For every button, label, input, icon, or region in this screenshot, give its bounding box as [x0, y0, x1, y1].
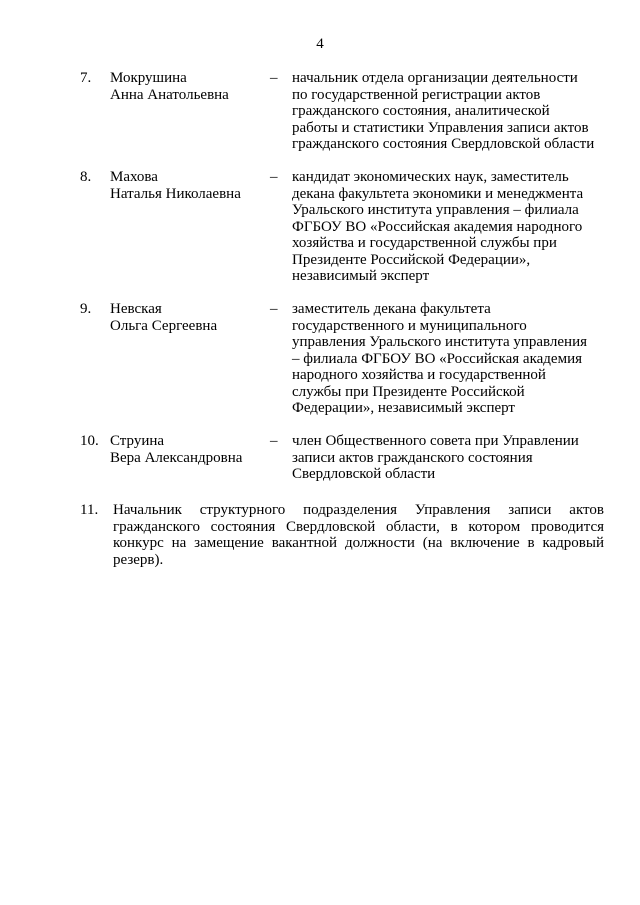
- description-line: народного хозяйства и государственной: [292, 367, 546, 383]
- entry-number: 11.: [80, 502, 99, 518]
- member-entry: [0, 433, 640, 484]
- member-surname: Струина: [110, 433, 165, 449]
- entry-number: 9.: [80, 301, 92, 317]
- entry-number: 10.: [80, 433, 99, 449]
- member-name: [110, 169, 265, 202]
- entry-dash: –: [270, 70, 278, 86]
- description-line: управления Уральского института управления: [292, 334, 588, 350]
- member-surname: Махова: [110, 169, 158, 185]
- entry-dash: –: [270, 169, 278, 185]
- final-item-line: конкурс на замещение вакантной должности (на включение в кадровый: [113, 535, 604, 551]
- description-line: – филиала ФГБОУ ВО «Российская академия: [292, 350, 582, 367]
- member-description: [292, 433, 612, 483]
- member-surname: Невская: [110, 301, 162, 317]
- description-line: Уральского института управления – филиала: [292, 202, 579, 218]
- description-line: хозяйства и государственной службы при: [292, 235, 557, 251]
- member-name: [110, 70, 265, 103]
- member-description: [292, 169, 612, 285]
- description-line: службы при Президенте Российской: [292, 383, 525, 400]
- description-line: государственного и муниципального: [292, 317, 527, 334]
- member-given-names: Вера Александровна: [110, 449, 243, 466]
- member-name: [110, 301, 265, 334]
- entry-dash: –: [270, 301, 278, 317]
- description-line: записи актов гражданского состояния: [292, 449, 533, 466]
- description-line: декана факультета экономики и менеджмента: [292, 185, 584, 202]
- entry-number: 8.: [80, 169, 92, 185]
- description-line: начальник отдела организации деятельности: [292, 70, 578, 86]
- member-given-names: Наталья Николаевна: [110, 185, 241, 202]
- description-line: гражданского состояния Свердловской области: [292, 136, 595, 152]
- description-line: Президенте Российской Федерации»,: [292, 251, 531, 268]
- member-description: [292, 301, 612, 417]
- final-item-line: Начальник структурного подразделения Управления записи актов: [113, 502, 604, 518]
- description-line: ФГБОУ ВО «Российская академия народного: [292, 218, 583, 235]
- description-line: гражданского состояния, аналитической: [292, 103, 550, 119]
- description-line: Свердловской области: [292, 466, 436, 482]
- member-given-names: Анна Анатольевна: [110, 86, 229, 103]
- description-line: заместитель декана факультета: [292, 301, 491, 317]
- description-line: по государственной регистрации актов: [292, 86, 541, 103]
- page-number: 4: [316, 36, 324, 52]
- member-entry: [0, 70, 640, 154]
- final-item-line: резерв).: [113, 551, 164, 568]
- member-description: [292, 70, 612, 153]
- description-line: Федерации», независимый эксперт: [292, 400, 515, 416]
- final-item-text: [113, 502, 604, 568]
- entry-dash: –: [270, 433, 278, 449]
- final-item-line: гражданского состояния Свердловской области, в котором проводится: [113, 518, 604, 535]
- member-name: [110, 433, 265, 466]
- description-line: член Общественного совета при Управлении: [292, 433, 579, 449]
- member-entry: [0, 169, 640, 286]
- entry-number: 7.: [80, 70, 92, 86]
- description-line: кандидат экономических наук, заместитель: [292, 169, 569, 185]
- description-line: работы и статистики Управления записи актов: [292, 119, 589, 136]
- member-entry: [0, 301, 640, 418]
- member-surname: Мокрушина: [110, 70, 187, 86]
- member-given-names: Ольга Сергеевна: [110, 317, 218, 334]
- description-line: независимый эксперт: [292, 268, 430, 284]
